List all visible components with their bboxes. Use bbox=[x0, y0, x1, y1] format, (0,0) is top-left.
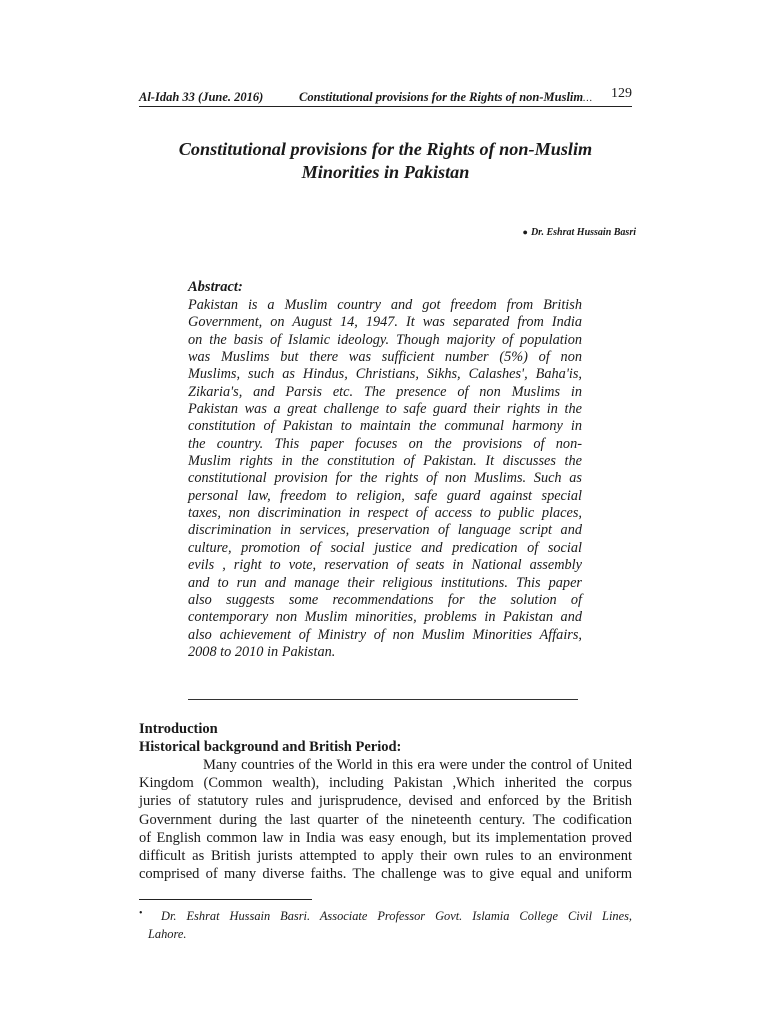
title-line: Minorities in Pakistan bbox=[301, 162, 470, 182]
abstract-line: Government, on August 14, 1947. It was separated from India bbox=[188, 314, 582, 331]
abstract-line: personal law, freedom to religion, safe guard against special bbox=[188, 487, 582, 504]
subsection-heading: Historical background and British Period: bbox=[139, 739, 402, 755]
body-paragraph bbox=[139, 756, 632, 883]
abstract-line: evils , right to vote, reservation of seats in National assembly bbox=[188, 557, 582, 574]
body-line: juries of statutory rules and jurisprudence, devised and enforced by the British bbox=[139, 793, 632, 810]
running-header bbox=[139, 86, 632, 107]
abstract-line: 2008 to 2010 in Pakistan. bbox=[188, 643, 336, 660]
footnote-line: Dr. Eshrat Hussain Basri. Associate Professor Govt. Islamia College Civil Lines, bbox=[161, 909, 632, 923]
abstract-line: Muslims, such as Hindus, Christians, Sikhs, Calashes', Baha'is, bbox=[188, 366, 582, 383]
body-line: Government during the last quarter of the nineteenth century. The codification bbox=[139, 811, 632, 828]
body-line: of English common law in India was easy enough, but its implementation proved bbox=[139, 829, 632, 846]
body-line: Many countries of the World in this era were under the control of United bbox=[203, 757, 632, 773]
abstract-line: Muslim rights in the constitution of Pakistan. It discusses the bbox=[188, 453, 582, 470]
body-line: comprised of many diverse faiths. The challenge was to give equal and uniform bbox=[139, 866, 632, 883]
author-name: Dr. Eshrat Hussain Basri bbox=[530, 227, 636, 238]
footnote-bullet-icon: • bbox=[139, 908, 143, 919]
author-line bbox=[523, 227, 637, 238]
abstract-line: the country. This paper focuses on the provisions of non- bbox=[188, 435, 582, 452]
abstract-line: Zikaria's, and Parsis etc. The presence of non Muslims in bbox=[188, 383, 582, 400]
author-bullet-icon: ● bbox=[522, 227, 528, 237]
title-line: Constitutional provisions for the Rights of non-Muslim bbox=[178, 139, 593, 159]
page-number: 129 bbox=[611, 86, 632, 101]
abstract-line: and to run and manage their religious institutions. This paper bbox=[188, 574, 582, 591]
abstract-line: was Muslims but there was sufficient number (5%) of non bbox=[188, 349, 582, 366]
journal-citation: Al-Idah 33 (June. 2016) bbox=[139, 90, 264, 104]
abstract-body bbox=[188, 297, 582, 661]
abstract-divider bbox=[188, 699, 578, 700]
abstract-line: contemporary non Muslim minorities, problems in Pakistan and bbox=[188, 609, 582, 626]
abstract-heading: Abstract: bbox=[188, 279, 243, 295]
abstract-line: Pakistan was a great challenge to safe guard their rights in the bbox=[188, 401, 582, 418]
footnote-divider bbox=[139, 899, 312, 900]
footnote bbox=[139, 907, 632, 943]
abstract-line: Pakistan is a Muslim country and got freedom from British bbox=[188, 297, 582, 313]
section-heading: Introduction bbox=[139, 721, 218, 737]
running-title-ellipsis: … bbox=[583, 93, 593, 104]
abstract-line: also achievement of Ministry of non Muslim Minorities Affairs, bbox=[188, 626, 582, 643]
abstract-line: constitutional provision for the rights of non Muslims. Such as bbox=[188, 470, 582, 487]
running-title: Constitutional provisions for the Rights of non-Muslim… bbox=[299, 90, 593, 104]
abstract-line: discrimination in services, preservation of language script and bbox=[188, 522, 582, 539]
abstract-line: culture, promotion of social justice and predication of social bbox=[188, 539, 582, 556]
abstract-line: also suggests some recommendations for the solution of bbox=[188, 591, 582, 608]
abstract-line: constitution of Pakistan to maintain the communal harmony in bbox=[188, 418, 582, 435]
body-line: difficult as British jurists attempted to apply their own rules to an environment bbox=[139, 847, 632, 864]
body-line: Kingdom (Common wealth), including Pakistan ,Which inherited the corpus bbox=[139, 775, 632, 792]
abstract-line: taxes, non discrimination in respect of access to public places, bbox=[188, 505, 582, 522]
abstract-line: on the basis of Islamic ideology. Though majority of population bbox=[188, 331, 582, 348]
paper-title bbox=[139, 138, 632, 184]
footnote-line: Lahore. bbox=[148, 927, 187, 941]
